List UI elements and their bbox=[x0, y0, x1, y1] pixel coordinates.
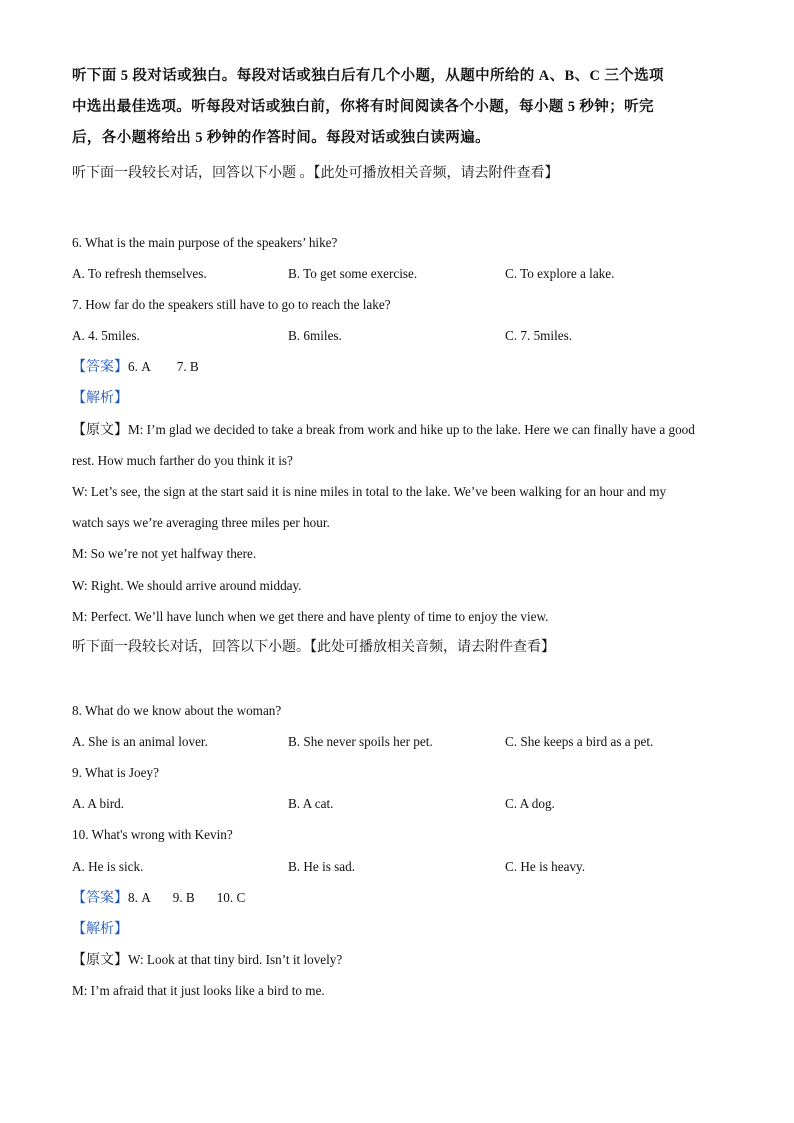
question-9-stem: 9. What is Joey? bbox=[72, 765, 159, 780]
question-6-option-a: A. To refresh themselves. bbox=[72, 266, 207, 281]
answer-8: 8. A bbox=[128, 890, 151, 905]
section1-transcript-line-1: 【原文】M: I’m glad we decided to take a break from work and hike up to the lake. Here we can finally have a good bbox=[72, 422, 695, 438]
section1-transcript-line-7: M: Perfect. We’ll have lunch when we get there and have plenty of time to enjoy the view. bbox=[72, 609, 549, 624]
instructions-line-2: 中选出最佳选项。听每段对话或独白前，你将有时间阅读各个小题，每小题 5 秒钟；听完 bbox=[72, 99, 654, 115]
answer-label: 【答案】 bbox=[72, 360, 128, 375]
question-7-option-b: B. 6miles. bbox=[288, 328, 342, 343]
section1-transcript-line-3: W: Let’s see, the sign at the start said it is nine miles in total to the lake. We’ve been walking for an hour and my bbox=[72, 484, 667, 499]
question-10-option-c: C. He is heavy. bbox=[505, 859, 586, 874]
question-6-stem: 6. What is the main purpose of the speakers’ hike? bbox=[72, 235, 338, 250]
question-9-option-b: B. A cat. bbox=[288, 796, 334, 811]
question-10-option-b: B. He is sad. bbox=[288, 859, 356, 874]
question-8-option-c: C. She keeps a bird as a pet. bbox=[505, 734, 654, 749]
question-8-option-a: A. She is an animal lover. bbox=[72, 734, 208, 749]
answer-label: 【答案】 bbox=[72, 891, 128, 906]
section1-transcript-line-5: M: So we’re not yet halfway there. bbox=[72, 546, 257, 561]
question-7-stem: 7. How far do the speakers still have to go to reach the lake? bbox=[72, 297, 391, 312]
question-8-option-b: B. She never spoils her pet. bbox=[288, 734, 433, 749]
question-7-option-c: C. 7. 5miles. bbox=[505, 328, 573, 343]
analysis-label: 【解析】 bbox=[72, 391, 128, 406]
answer-10: 10. C bbox=[216, 890, 246, 905]
section2-transcript-line-1: 【原文】W: Look at that tiny bird. Isn’t it lovely? bbox=[72, 952, 343, 968]
answer-9: 9. B bbox=[172, 890, 195, 905]
instructions-line-3: 后，各小题将给出 5 秒钟的作答时间。每段对话或独白读两遍。 bbox=[72, 130, 490, 146]
question-8-stem: 8. What do we know about the woman? bbox=[72, 703, 282, 718]
section1-transcript-line-2: rest. How much farther do you think it is? bbox=[72, 453, 293, 468]
section1-intro: 听下面一段较长对话，回答以下小题 。【此处可播放相关音频，请去附件查看】 bbox=[72, 166, 559, 181]
answer-6: 6. A bbox=[128, 359, 151, 374]
question-6-option-c: C. To explore a lake. bbox=[505, 266, 615, 281]
question-6-option-b: B. To get some exercise. bbox=[288, 266, 418, 281]
question-10-option-a: A. He is sick. bbox=[72, 859, 144, 874]
question-7-option-a: A. 4. 5miles. bbox=[72, 328, 140, 343]
section1-analysis-row bbox=[72, 389, 128, 408]
answer-7: 7. B bbox=[176, 359, 199, 374]
section2-analysis-row bbox=[72, 920, 128, 939]
section1-transcript-line-4: watch says we’re averaging three miles per hour. bbox=[72, 515, 330, 530]
question-9-option-c: C. A dog. bbox=[505, 796, 555, 811]
original-label: 【原文】 bbox=[72, 953, 128, 968]
question-9-option-a: A. A bird. bbox=[72, 796, 125, 811]
section1-answer-row bbox=[72, 358, 199, 377]
section2-intro: 听下面一段较长对话，回答以下小题。【此处可播放相关音频，请去附件查看】 bbox=[72, 640, 555, 655]
original-label: 【原文】 bbox=[72, 423, 128, 438]
analysis-label: 【解析】 bbox=[72, 922, 128, 937]
instructions-line-1: 听下面 5 段对话或独白。每段对话或独白后有几个小题，从题中所给的 A、B、C 三个选项 bbox=[72, 68, 664, 84]
section1-transcript-line-6: W: Right. We should arrive around midday. bbox=[72, 578, 302, 593]
section2-transcript-line-2: M: I’m afraid that it just looks like a bird to me. bbox=[72, 983, 325, 998]
section2-answer-row bbox=[72, 889, 245, 908]
question-10-stem: 10. What's wrong with Kevin? bbox=[72, 827, 233, 842]
